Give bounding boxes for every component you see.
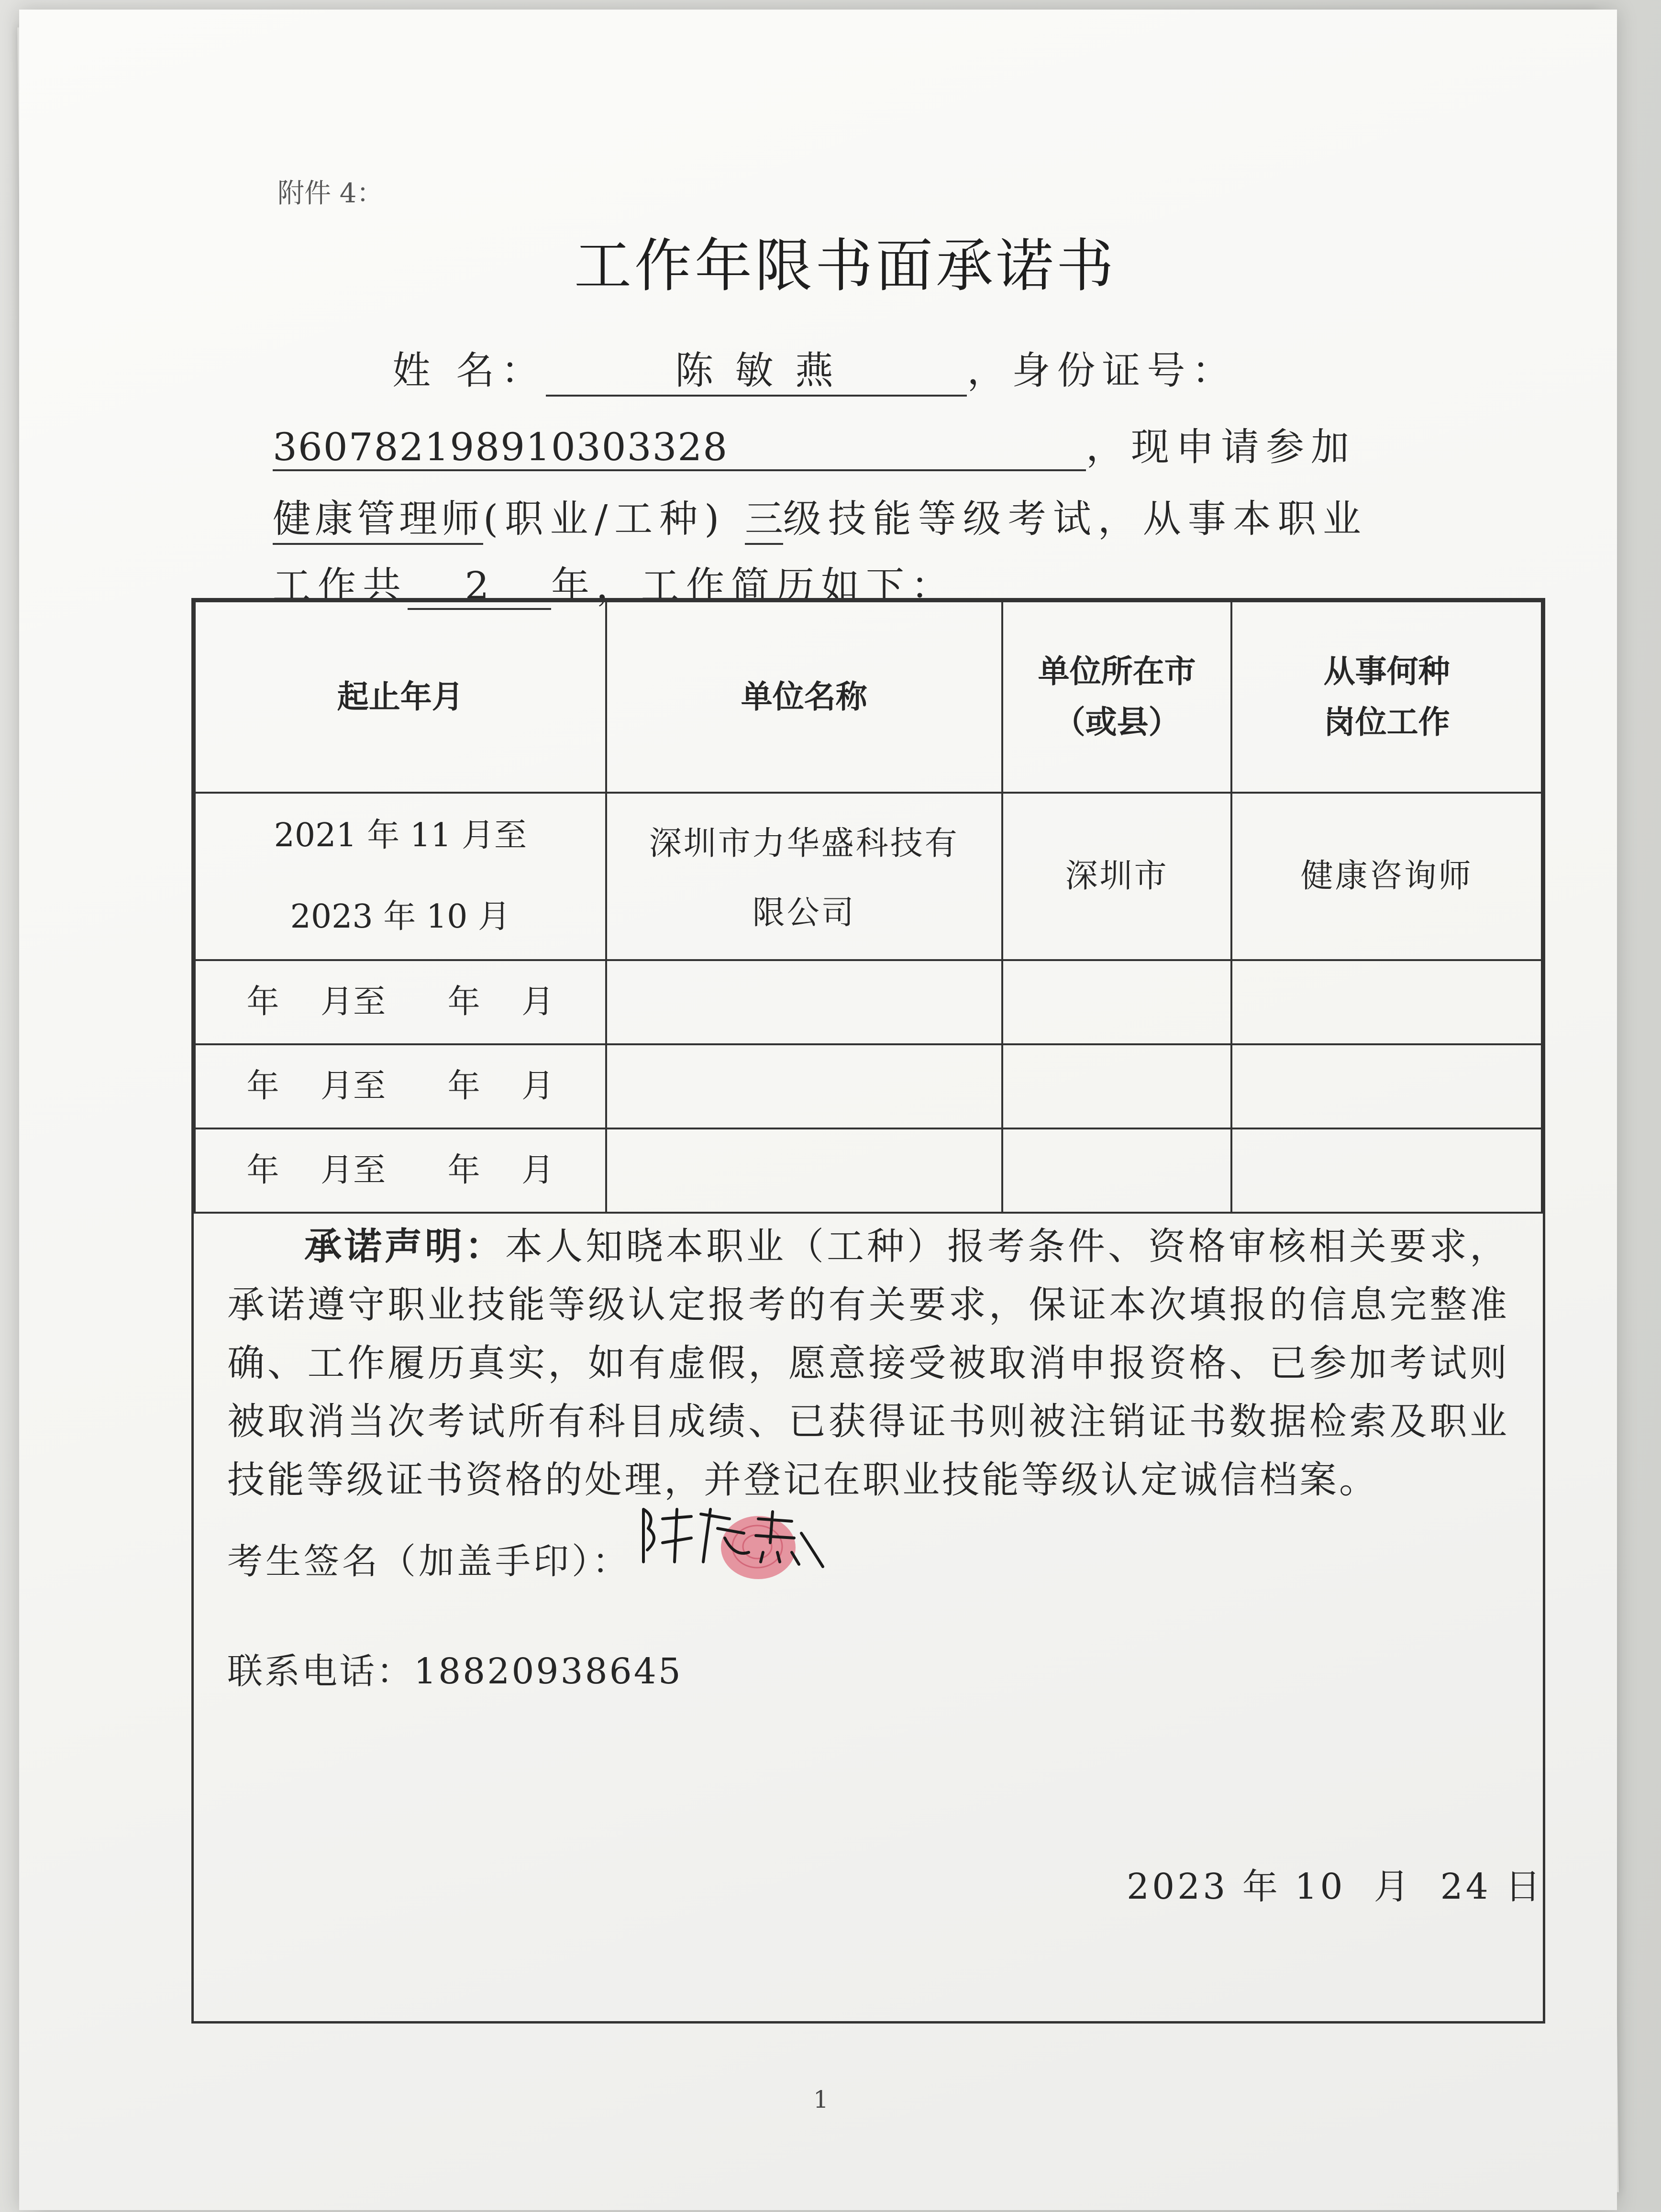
sign-date: 2023 年 10 月 24 日 (1127, 1866, 1544, 1907)
header-company: 单位名称 (606, 601, 1002, 793)
phone-label: 联系电话： (227, 1651, 414, 1692)
level-text: 级技能等级考试，从事本职业 (783, 497, 1368, 541)
name-value: 陈 敏 燕 (546, 340, 967, 397)
page-title: 工作年限书面承诺书 (574, 233, 1117, 299)
phone-value: 18820938645 (414, 1651, 683, 1692)
statement-text: 本人知晓本职业（工种）报考条件、资格审核相关要求，承诺遵守职业技能等级认定报考的有关要求，保证本次填报的信息完整准确、工作履历真实，如有虚假，愿意接受被取消申报资格、已参加考试则被取消当次考试所有科目成绩、已获得证书则被注销证书数据检索及职业技能等级证书资格的处理，并登记在职业技能等级认定诚信档案。 (227, 1225, 1509, 1502)
period-end: 2023 年 10 月 (290, 898, 511, 936)
occupation-line (273, 488, 1368, 545)
commitment-frame (191, 598, 1545, 2024)
occupation-suffix: (职业/工种) (483, 497, 726, 541)
period-start: 2021 年 11 月至 (274, 817, 527, 854)
signature-image (634, 1490, 883, 1586)
commitment-statement (227, 1217, 1509, 1509)
page-number: 1 (813, 2086, 829, 2113)
name-label: 姓 名： (392, 348, 546, 393)
header-city-line1: 单位所在市 (1038, 653, 1196, 690)
signature-label: 考生签名（加盖手印）： (227, 1541, 631, 1582)
attachment-label: 附件 4： (277, 178, 384, 209)
years-value: 2 (408, 564, 551, 610)
header-position-line1: 从事何种 (1323, 653, 1450, 690)
id-line (273, 416, 1356, 471)
header-period: 起止年月 (195, 601, 606, 793)
name-line (392, 340, 1237, 397)
work-history-table (194, 600, 1543, 1214)
table-row (195, 793, 1542, 960)
company-line1: 深圳市力华盛科技有 (649, 825, 959, 863)
statement-label: 承诺声明： (304, 1225, 505, 1268)
level-value: 三 (745, 488, 783, 545)
header-position (1231, 601, 1542, 793)
table-row (195, 1128, 1542, 1213)
header-city-line2: （或县） (1053, 704, 1180, 741)
signature-row (227, 1533, 631, 1584)
id-label: ，身份证号： (967, 348, 1237, 393)
table-row (195, 960, 1542, 1044)
id-number-value: 360782198910303328 (273, 425, 1086, 471)
table-header-row (195, 601, 1542, 793)
apply-text: ，现申请参加 (1086, 425, 1356, 469)
company-cell (606, 793, 1002, 960)
company-line2: 限公司 (752, 894, 856, 932)
contact-row (227, 1643, 683, 1694)
years-prefix: 工作共 (273, 564, 408, 608)
period-cell: 年 月至 年 月 (195, 1128, 606, 1213)
header-city (1002, 601, 1231, 793)
years-suffix: 年，工作简历如下： (551, 564, 956, 608)
period-cell: 年 月至 年 月 (195, 1044, 606, 1128)
position-cell: 健康咨询师 (1231, 793, 1542, 960)
header-position-line2: 岗位工作 (1323, 704, 1450, 741)
occupation-value: 健康管理师 (273, 488, 483, 545)
city-cell: 深圳市 (1002, 793, 1231, 960)
table-row (195, 1044, 1542, 1128)
period-cell (195, 793, 606, 960)
period-cell: 年 月至 年 月 (195, 960, 606, 1044)
document-page (19, 10, 1617, 2210)
